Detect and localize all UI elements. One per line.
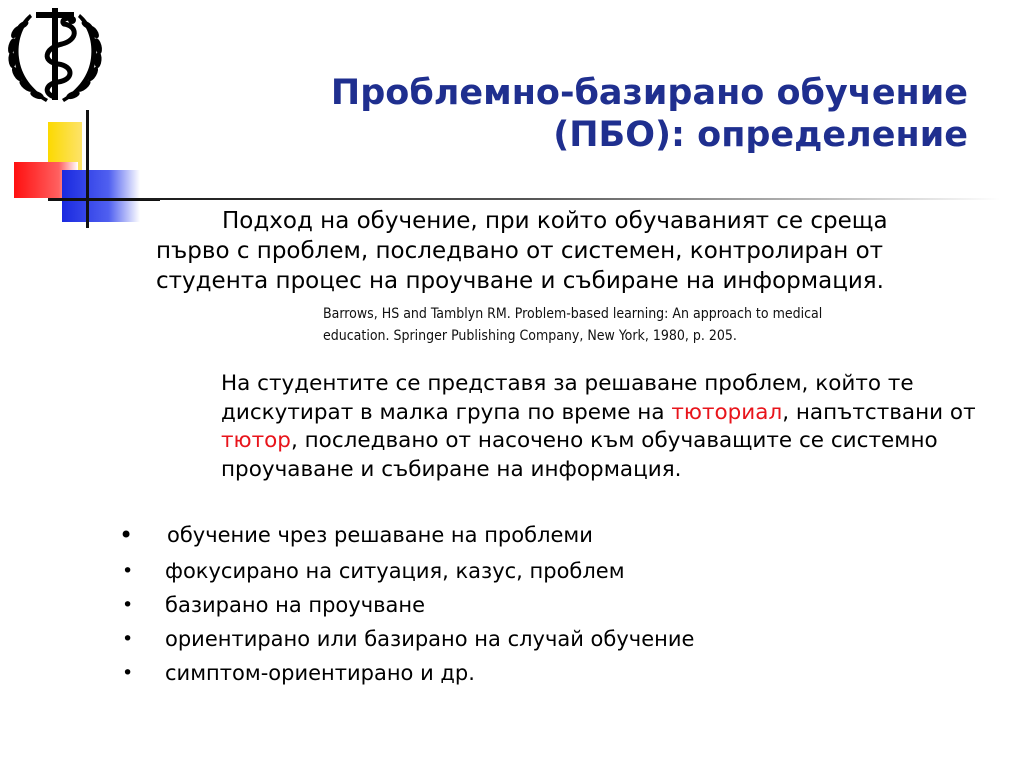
description-text-2: , напътствани от — [782, 399, 976, 425]
list-item-text: базирано на проучване — [165, 593, 425, 617]
list-item-text: обучение чрез решаване на проблеми — [167, 523, 593, 547]
list-item-text: симптом-ориентирано и др. — [165, 661, 475, 685]
list-item — [110, 656, 910, 690]
title-line-1: Проблемно-базирано обучение — [330, 73, 968, 113]
medical-emblem-icon — [2, 2, 108, 108]
list-item — [110, 622, 910, 656]
color-blocks-decoration — [0, 110, 160, 230]
title-line-2: (ПБО): определение — [553, 115, 968, 155]
definition-paragraph: Подход на обучение, при който обучаваният се среща първо с проблем, последвано от системен, контролиран от студента процес на проучване и събиране на информация. — [156, 208, 888, 294]
bullet-icon: • — [122, 560, 134, 582]
title-divider — [140, 198, 1000, 200]
list-item — [110, 554, 910, 588]
list-item-text: ориентирано или базирано на случай обучение — [165, 627, 695, 651]
bullet-icon: • — [119, 521, 134, 549]
highlight-tutor: тютор — [221, 428, 291, 453]
citation-line-2: education. Springer Publishing Company, New York, 1980, p. 205. — [323, 328, 737, 344]
list-item — [110, 588, 910, 622]
description-text-3: , последвано от насочено към обучаващите се системно проучаване и събиране на информация. — [221, 428, 938, 482]
bullet-icon: • — [122, 594, 134, 616]
description-text-1: На студентите се представя за решаване проблем, който те дискутират в малка група по време на — [221, 371, 914, 425]
list-item — [110, 518, 910, 554]
bullet-icon: • — [122, 628, 134, 650]
bullet-list — [110, 518, 910, 690]
citation — [323, 303, 963, 347]
bullet-icon: • — [122, 662, 134, 684]
citation-line-1: Barrows, HS and Tamblyn RM. Problem-based learning: An approach to medical — [323, 306, 823, 322]
description-paragraph — [221, 370, 981, 484]
list-item-text: фокусирано на ситуация, казус, проблем — [165, 559, 625, 583]
highlight-tutorial: тюториал — [671, 399, 783, 425]
slide-title — [248, 72, 968, 156]
